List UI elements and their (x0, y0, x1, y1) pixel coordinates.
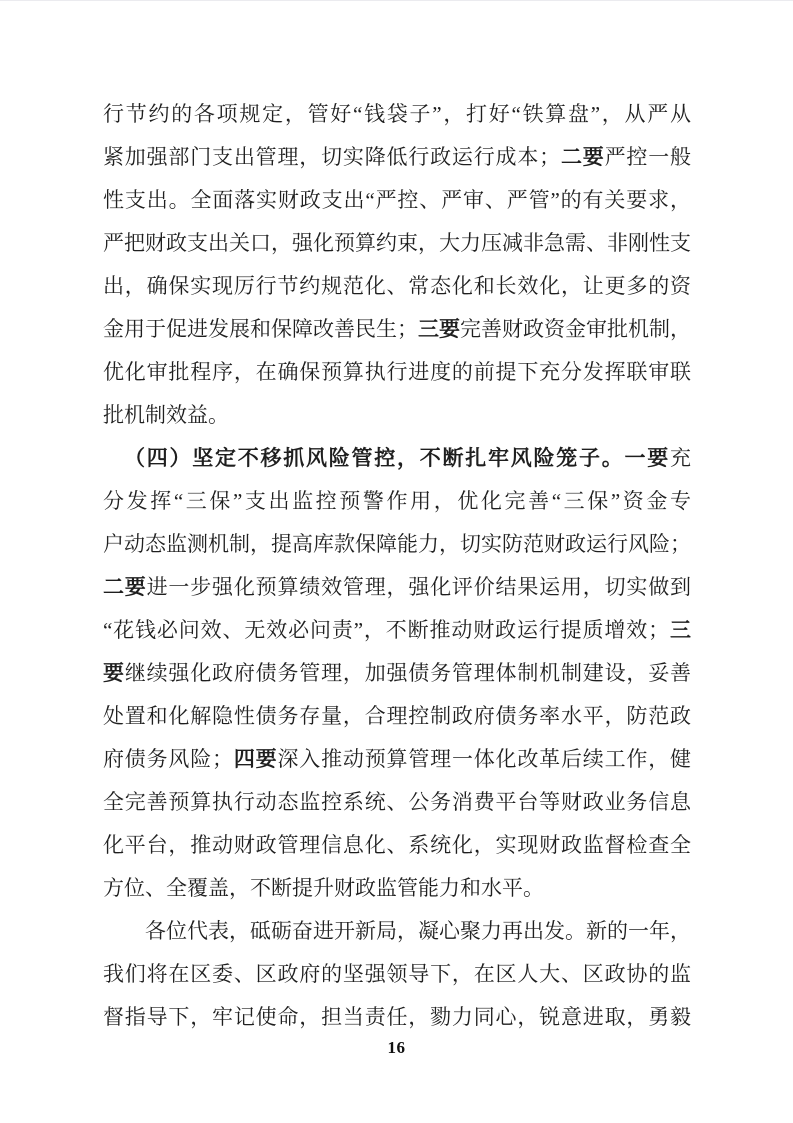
text-segment: 优化审批程序，在确保预算执行进度的前提下充分发挥联审联 (103, 360, 691, 384)
text-line (103, 996, 691, 1039)
bold-text-segment: 二要 (103, 575, 147, 599)
text-segment: 化平台，推动财政管理信息化、系统化，实现财政监督检查全 (103, 833, 691, 857)
page-number: 16 (387, 1038, 406, 1057)
text-segment: 户动态监测机制，提高库款保障能力，切实防范财政运行风险； (103, 532, 691, 556)
text-line (103, 566, 691, 609)
text-line (103, 910, 691, 953)
text-line (103, 824, 691, 867)
document-body (103, 93, 691, 1039)
text-segment: 严把财政支出关口，强化预算约束，大力压减非急需、非刚性支 (103, 231, 691, 255)
text-line (103, 179, 691, 222)
text-line (103, 351, 691, 394)
text-segment: 严控一般 (604, 145, 691, 169)
text-line (103, 738, 691, 781)
text-line (103, 222, 691, 265)
text-line (103, 480, 691, 523)
text-segment: 方位、全覆盖，不断提升财政监管能力和水平。 (103, 876, 544, 900)
text-line (103, 308, 691, 351)
bold-text-segment: 三 (669, 618, 691, 642)
text-line (103, 953, 691, 996)
text-segment: 各位代表，砥砺奋进开新局，凝心聚力再出发。新的一年， (145, 919, 691, 943)
text-segment: 处置和化解隐性债务存量，合理控制政府债务率水平，防范政 (103, 704, 691, 728)
text-line (103, 136, 691, 179)
text-line (103, 265, 691, 308)
bold-text-segment: （四）坚定不移抓风险管控，不断扎牢风险笼子。一要 (124, 446, 670, 470)
bold-text-segment: 三要 (418, 317, 460, 341)
text-segment: 进一步强化预算绩效管理，强化评价结果运用，切实做到 (146, 575, 691, 599)
text-line (103, 609, 691, 652)
text-line (103, 781, 691, 824)
text-line (103, 523, 691, 566)
text-segment: 完善财政资金审批机制， (460, 317, 691, 341)
text-line (103, 867, 691, 910)
text-line (103, 437, 691, 480)
text-segment: 深入推动预算管理一体化改革后续工作，健 (277, 747, 691, 771)
text-segment: 出，确保实现厉行节约规范化、常态化和长效化，让更多的资 (103, 274, 691, 298)
text-segment: 我们将在区委、区政府的坚强领导下，在区人大、区政协的监 (103, 962, 691, 986)
text-segment: 继续强化政府债务管理，加强债务管理体制机制建设，妥善 (124, 661, 691, 685)
text-segment: 行节约的各项规定，管好“钱袋子”，打好“铁算盘”，从严从 (103, 102, 691, 126)
text-segment: “花钱必问效、无效必问责”，不断推动财政运行提质增效； (103, 618, 670, 642)
text-segment: 全完善预算执行动态监控系统、公务消费平台等财政业务信息 (103, 790, 691, 814)
text-segment: 金用于促进发展和保障改善民生； (103, 317, 418, 341)
text-segment: 督指导下，牢记使命，担当责任，勠力同心，锐意进取，勇毅 (103, 1005, 691, 1029)
bold-text-segment: 要 (103, 661, 125, 685)
text-segment: 性支出。全面落实财政支出“严控、严审、严管”的有关要求， (103, 188, 691, 212)
text-line (103, 394, 691, 437)
text-segment: 分发挥“三保”支出监控预警作用，优化完善“三保”资金专 (103, 489, 691, 513)
text-segment: 紧加强部门支出管理，切实降低行政运行成本； (103, 145, 561, 169)
text-segment: 府债务风险； (103, 747, 234, 771)
text-line (103, 93, 691, 136)
text-line (103, 695, 691, 738)
bold-text-segment: 二要 (560, 145, 605, 169)
bold-text-segment: 四要 (233, 747, 278, 771)
text-segment: 批机制效益。 (103, 403, 229, 427)
text-segment: 充 (670, 446, 691, 470)
text-line (103, 652, 691, 695)
